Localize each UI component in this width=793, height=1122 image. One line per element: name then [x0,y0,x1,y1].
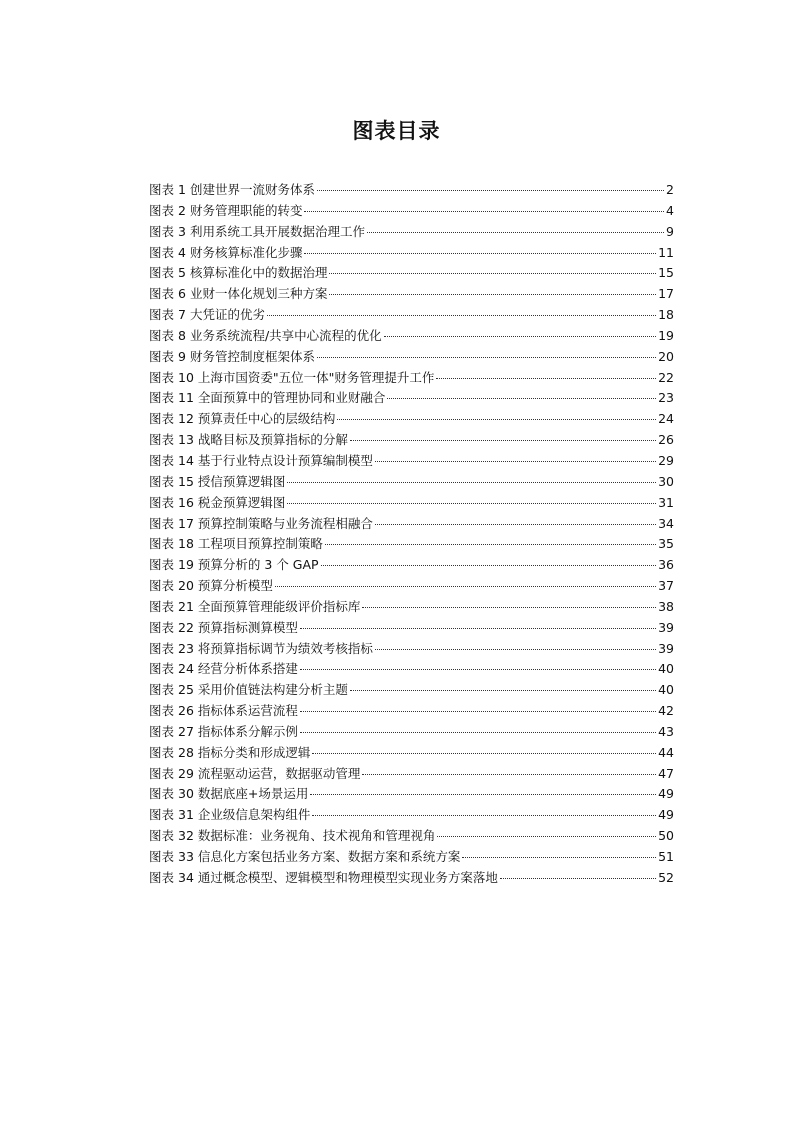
toc-entry-prefix: 图表 [149,536,175,552]
toc-page-number: 31 [658,494,674,510]
toc-dot-leader [300,628,656,629]
toc-page-number: 4 [666,202,674,218]
toc-entry-label [149,284,327,305]
toc-entry-label [149,534,323,555]
toc-entry-number: 21 [178,598,194,614]
toc-entry-prefix: 图表 [149,619,175,635]
toc-dot-leader [275,586,656,587]
toc-entry-number: 23 [178,640,194,656]
toc-entry[interactable] [149,430,674,451]
toc-dot-leader [304,211,664,212]
toc-entry-label [149,680,348,701]
toc-entry-text: 预算控制策略与业务流程相融合 [197,515,373,531]
toc-page-number: 34 [658,515,674,531]
toc-entry-text: 全面预算中的管理协同和业财融合 [197,390,386,406]
toc-entry-label [149,701,298,722]
toc-dot-leader [362,774,656,775]
toc-entry-prefix: 图表 [149,202,175,218]
toc-entry-label [149,618,298,639]
toc-entry-prefix: 图表 [149,182,175,197]
toc-entry-number: 5 [178,265,186,281]
toc-entry-prefix: 图表 [149,640,175,656]
toc-entry-prefix: 图表 [149,327,175,343]
toc-entry-number: 25 [178,682,194,698]
toc-entry-prefix: 图表 [149,828,175,844]
toc-entry-text: 利用系统工具开展数据治理工作 [189,223,365,239]
toc-entry[interactable] [149,451,674,472]
toc-entry-number: 2 [178,202,186,218]
toc-entry-number: 7 [178,307,186,323]
toc-dot-leader [304,253,656,254]
toc-entry-label [149,826,435,847]
toc-entry-prefix: 图表 [149,348,175,364]
toc-entry-number: 15 [178,473,194,489]
toc-entry-prefix: 图表 [149,557,175,573]
toc-entry-prefix: 图表 [149,369,175,385]
toc-dot-leader [436,378,656,379]
toc-dot-leader [375,524,656,525]
toc-page-number: 40 [658,661,674,677]
toc-entry-number: 32 [178,828,194,844]
toc-entry-prefix: 图表 [149,869,175,885]
toc-entry-text: 上海市国资委"五位一体"财务管理提升工作 [197,369,435,385]
toc-page-number: 51 [658,849,674,864]
toc-entry[interactable] [149,326,674,347]
toc-entry-number: 12 [178,411,194,427]
toc-entry[interactable] [149,868,674,889]
toc-entry-text: 全面预算管理能级评价指标库 [197,598,361,614]
toc-page-number: 38 [658,598,674,614]
toc-entry-prefix: 图表 [149,515,175,531]
toc-dot-leader [317,357,656,358]
toc-page-number: 37 [658,578,674,594]
toc-entry[interactable] [149,472,674,493]
toc-page-number: 40 [658,682,674,698]
toc-entry-label [149,597,360,618]
toc-dot-leader [350,440,656,441]
toc-entry[interactable] [149,243,674,264]
toc-entry[interactable] [149,493,674,514]
toc-entry-label [149,243,302,264]
toc-entry-prefix: 图表 [149,598,175,614]
toc-page-number: 17 [658,286,674,302]
toc-entry-number: 19 [178,557,194,573]
toc-page-number: 36 [658,557,674,573]
toc-entry-label [149,868,498,889]
toc-entry-prefix: 图表 [149,307,175,323]
toc-entry[interactable] [149,305,674,326]
toc-page-number: 42 [658,703,674,719]
toc-entry-text: 预算分析的 3 个 GAP [197,557,319,573]
toc-entry[interactable] [149,722,674,743]
toc-entry-number: 20 [178,578,194,594]
toc-entry-text: 企业级信息架构组件 [197,807,311,823]
toc-dot-leader [325,544,656,545]
toc-dot-leader [287,482,656,483]
toc-dot-leader [375,649,656,650]
toc-entry[interactable] [149,368,674,389]
toc-page-number: 44 [658,744,674,760]
toc-entry[interactable] [149,639,674,660]
toc-entry-label [149,368,434,389]
toc-entry[interactable] [149,618,674,639]
page-title: 图表目录 [352,119,441,144]
toc-entry-text: 预算指标测算模型 [197,619,298,635]
toc-entry-prefix: 图表 [149,744,175,760]
toc-page-number: 39 [658,619,674,635]
toc-entry-number: 14 [178,452,194,468]
toc-page-number: 23 [658,390,674,406]
toc-dot-leader [300,732,656,733]
toc-page-number: 15 [658,265,674,281]
toc-entry[interactable] [149,847,674,868]
toc-page-number: 52 [658,869,674,885]
toc-entry-prefix: 图表 [149,432,175,448]
toc-entry-text: 创建世界一流财务体系 [189,182,315,197]
toc-entry-label [149,555,319,576]
toc-entry-prefix: 图表 [149,765,175,781]
toc-entry-label [149,805,310,826]
toc-page-number: 2 [666,182,674,197]
toc-entry[interactable] [149,514,674,535]
toc-entry-number: 16 [178,494,194,510]
toc-entry-text: 指标体系分解示例 [197,723,298,739]
toc-entry[interactable] [149,409,674,430]
toc-entry[interactable] [149,347,674,368]
toc-entry-text: 流程驱动运营，数据驱动管理 [197,765,361,781]
toc-entry-text: 经营分析体系搭建 [197,661,298,677]
toc-entry-text: 业务系统流程/共享中心流程的优化 [189,327,382,343]
toc-entry-prefix: 图表 [149,786,175,802]
toc-dot-leader [312,753,656,754]
toc-entry-text: 基于行业特点设计预算编制模型 [197,452,373,468]
toc-entry-prefix: 图表 [149,452,175,468]
toc-dot-leader [384,336,656,337]
toc-entry-number: 8 [178,327,186,343]
toc-entry-prefix: 图表 [149,661,175,677]
toc-entry-text: 核算标准化中的数据治理 [189,265,328,281]
toc-entry-text: 税金预算逻辑图 [197,494,286,510]
toc-dot-leader [310,794,656,795]
toc-entry-label [149,347,315,368]
toc-dot-leader [321,565,657,566]
toc-entry-number: 11 [178,390,194,406]
toc-entry-number: 17 [178,515,194,531]
toc-dot-leader [350,690,656,691]
toc-page-number: 30 [658,473,674,489]
toc-page-number: 24 [658,411,674,427]
toc-entry-number: 28 [178,744,194,760]
toc-page-number: 9 [666,223,674,239]
toc-entry[interactable] [149,701,674,722]
toc-dot-leader [329,294,656,295]
toc-entry-text: 财务管理职能的转变 [189,202,303,218]
toc-entry-label [149,201,302,222]
toc-entry-number: 10 [178,369,194,385]
toc-entry-number: 34 [178,869,194,885]
toc-entry-number: 3 [178,223,186,239]
toc-entry-number: 31 [178,807,194,823]
toc-entry-text: 授信预算逻辑图 [197,473,286,489]
toc-entry-number: 29 [178,765,194,781]
toc-entry-number: 18 [178,536,194,552]
toc-dot-leader [362,607,656,608]
toc-entry[interactable] [149,784,674,805]
toc-entry-prefix: 图表 [149,265,175,281]
toc-entry-text: 战略目标及预算指标的分解 [197,432,348,448]
toc-page-number: 20 [658,348,674,364]
toc-page-number: 49 [658,807,674,823]
toc-entry[interactable] [149,555,674,576]
toc-entry-number: 13 [178,432,194,448]
toc-dot-leader [267,315,656,316]
toc-entry-prefix: 图表 [149,494,175,510]
toc-entry-prefix: 图表 [149,223,175,239]
toc-entry[interactable] [149,222,674,243]
toc-entry[interactable] [149,201,674,222]
toc-entry-label [149,388,385,409]
toc-entry[interactable] [149,826,674,847]
toc-page-number: 26 [658,432,674,448]
toc-entry-prefix: 图表 [149,807,175,823]
toc-entry[interactable] [149,597,674,618]
toc-dot-leader [312,815,656,816]
toc-entry-label [149,305,265,326]
toc-entry-label [149,576,273,597]
toc-page-number: 22 [658,369,674,385]
toc-entry-text: 数据底座+场景运用 [197,786,309,802]
toc-entry[interactable] [149,180,674,201]
toc-entry-label [149,764,360,785]
toc-dot-leader [437,836,656,837]
toc-entry[interactable] [149,284,674,305]
toc-entry-label [149,472,285,493]
toc-entry-number: 4 [178,244,186,260]
toc-entry-label [149,222,365,243]
toc-entry-text: 预算分析模型 [197,578,273,594]
toc-entry-prefix: 图表 [149,849,175,864]
toc-entry-text: 将预算指标调节为绩效考核指标 [197,640,373,656]
toc-entry-prefix: 图表 [149,286,175,302]
toc-entry[interactable] [149,659,674,680]
toc-entry-number: 26 [178,703,194,719]
toc-entry-prefix: 图表 [149,390,175,406]
toc-page-number: 39 [658,640,674,656]
toc-entry-text: 财务核算标准化步骤 [189,244,303,260]
toc-entry[interactable] [149,263,674,284]
toc-dot-leader [337,419,656,420]
toc-entry[interactable] [149,805,674,826]
toc-entry-text: 通过概念模型、逻辑模型和物理模型实现业务方案落地 [197,869,498,885]
toc-entry-label [149,784,308,805]
toc-entry-text: 工程项目预算控制策略 [197,536,323,552]
toc-entry-number: 27 [178,723,194,739]
toc-entry-number: 33 [178,849,194,864]
toc-page-number: 19 [658,327,674,343]
toc-entry-label [149,451,373,472]
toc-entry-number: 22 [178,619,194,635]
toc-entry-label [149,409,335,430]
toc-dot-leader [300,669,656,670]
toc-page-number: 29 [658,452,674,468]
toc-dot-leader [329,273,656,274]
toc-entry-label [149,430,348,451]
toc-entry-prefix: 图表 [149,703,175,719]
toc-entry-number: 30 [178,786,194,802]
toc-entry-number: 1 [178,182,186,197]
toc-entry-number: 6 [178,286,186,302]
toc-entry-prefix: 图表 [149,411,175,427]
toc-entry-label [149,722,298,743]
toc-entry-number: 24 [178,661,194,677]
toc-dot-leader [462,857,656,858]
toc-entry-label [149,847,460,868]
toc-entry-text: 采用价值链法构建分析主题 [197,682,348,698]
toc-entry-label [149,639,373,660]
toc-entry-prefix: 图表 [149,578,175,594]
toc-page-number: 49 [658,786,674,802]
toc-entry[interactable] [149,576,674,597]
toc-entry-prefix: 图表 [149,473,175,489]
toc-dot-leader [317,190,664,191]
toc-dot-leader [375,461,656,462]
toc-page-number: 18 [658,307,674,323]
toc-dot-leader [300,711,656,712]
toc-entry-label [149,180,315,201]
toc-entry-label [149,263,327,284]
table-of-figures [149,180,674,889]
toc-page-number: 35 [658,536,674,552]
toc-page-number: 11 [658,244,674,260]
toc-entry-text: 数据标准：业务视角、技术视角和管理视角 [197,828,436,844]
toc-entry[interactable] [149,764,674,785]
toc-entry[interactable] [149,534,674,555]
toc-entry-label [149,493,285,514]
toc-entry-text: 大凭证的优劣 [189,307,265,323]
toc-dot-leader [500,878,656,879]
toc-entry-prefix: 图表 [149,244,175,260]
toc-entry-label [149,659,298,680]
toc-entry-number: 9 [178,348,186,364]
toc-entry-prefix: 图表 [149,682,175,698]
toc-entry-text: 预算责任中心的层级结构 [197,411,336,427]
toc-entry-text: 信息化方案包括业务方案、数据方案和系统方案 [197,849,461,864]
toc-entry[interactable] [149,680,674,701]
toc-page-number: 50 [658,828,674,844]
toc-dot-leader [387,398,656,399]
toc-entry[interactable] [149,388,674,409]
toc-entry-text: 业财一体化规划三种方案 [189,286,328,302]
toc-entry-text: 财务管控制度框架体系 [189,348,315,364]
toc-page-number: 43 [658,723,674,739]
toc-entry-label [149,514,373,535]
toc-entry-label [149,743,310,764]
toc-page-number: 47 [658,765,674,781]
toc-entry[interactable] [149,743,674,764]
toc-entry-text: 指标分类和形成逻辑 [197,744,311,760]
toc-entry-prefix: 图表 [149,723,175,739]
toc-entry-text: 指标体系运营流程 [197,703,298,719]
toc-dot-leader [367,232,664,233]
toc-entry-label [149,326,382,347]
toc-dot-leader [287,503,656,504]
